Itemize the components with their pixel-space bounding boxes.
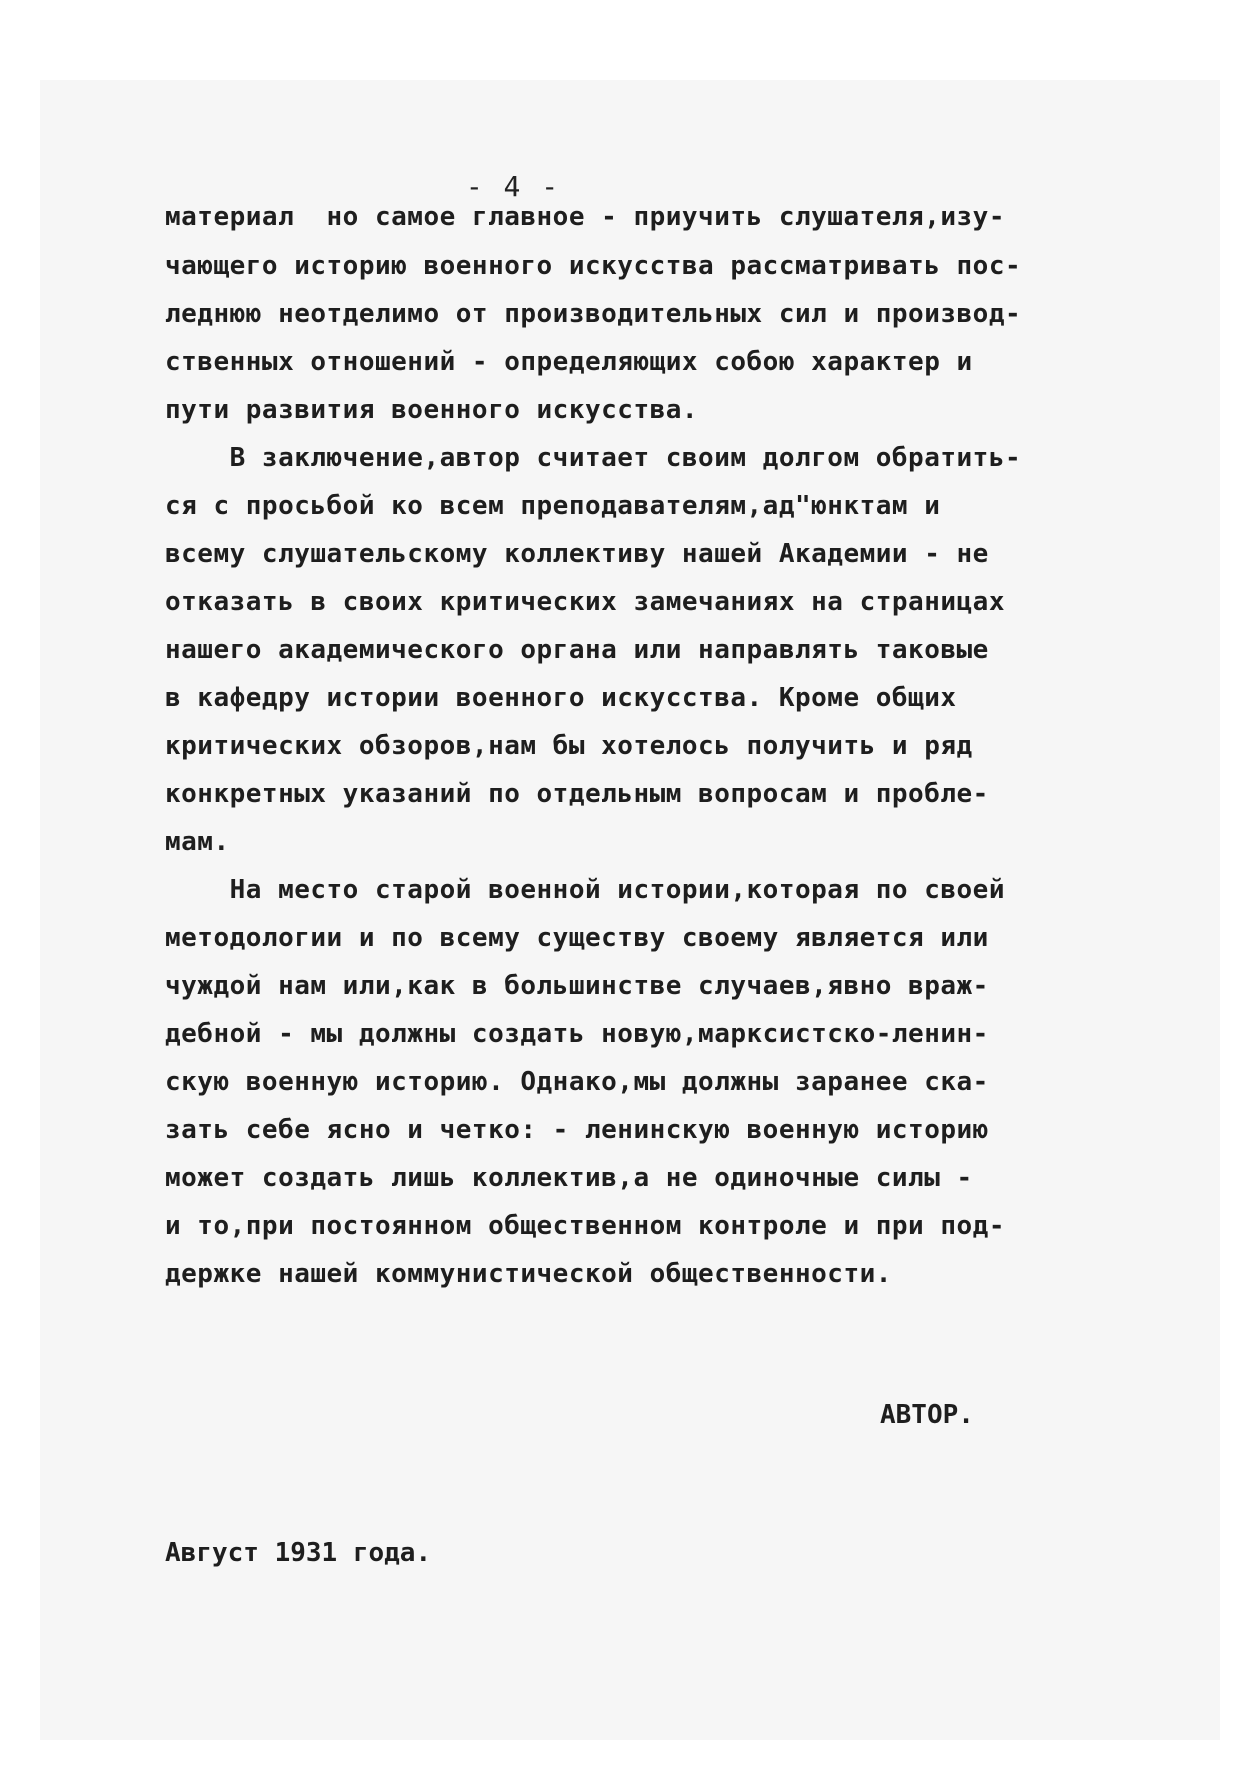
text-line: пути развития военного искусства. [165, 395, 699, 425]
text-line: нашего академического органа или направлять таковые [165, 635, 989, 665]
text-line: зать себе ясно и четко: - ленинскую военную историю [165, 1115, 989, 1145]
text-line: материал но самое главное - приучить слушателя,изу- [165, 202, 1005, 232]
text-line: конкретных указаний по отдельным вопросам и пробле- [165, 779, 989, 809]
text-line: и то,при постоянном общественном контроле и при под- [165, 1211, 1005, 1241]
page-number: - 4 - [465, 170, 561, 203]
paper-sheet [40, 80, 1220, 1740]
text-line: отказать в своих критических замечаниях на страницах [165, 587, 1005, 617]
text-line: держке нашей коммунистической общественности. [165, 1259, 892, 1289]
text-line: В заключение,автор считает своим долгом обратить- [165, 443, 1022, 473]
text-line: ся с просьбой ко всем преподавателям,ад"юнктам и [165, 491, 941, 521]
text-line: критических обзоров,нам бы хотелось получить и ряд [165, 731, 973, 761]
text-line: в кафедру истории военного искусства. Кроме общих [165, 683, 957, 713]
text-line: мам. [165, 827, 230, 857]
author-signature: АВТОР. [880, 1400, 974, 1430]
text-line: дебной - мы должны создать новую,марксистско-ленин- [165, 1019, 989, 1049]
text-line: может создать лишь коллектив,а не одиночные силы - [165, 1163, 973, 1193]
text-line: методологии и по всему существу своему является или [165, 923, 989, 953]
text-line: чающего историю военного искусства рассматривать пос- [165, 251, 1022, 281]
text-line: всему слушательскому коллективу нашей Академии - не [165, 539, 989, 569]
text-line: леднюю неотделимо от производительных сил и производ- [165, 299, 1022, 329]
text-line: На место старой военной истории,которая по своей [165, 875, 1005, 905]
text-line: ственных отношений - определяющих собою характер и [165, 347, 973, 377]
document-date: Август 1931 года. [165, 1538, 432, 1568]
text-line: скую военную историю. Однако,мы должны заранее ска- [165, 1067, 989, 1097]
text-line: чуждой нам или,как в большинстве случаев,явно враж- [165, 971, 989, 1001]
